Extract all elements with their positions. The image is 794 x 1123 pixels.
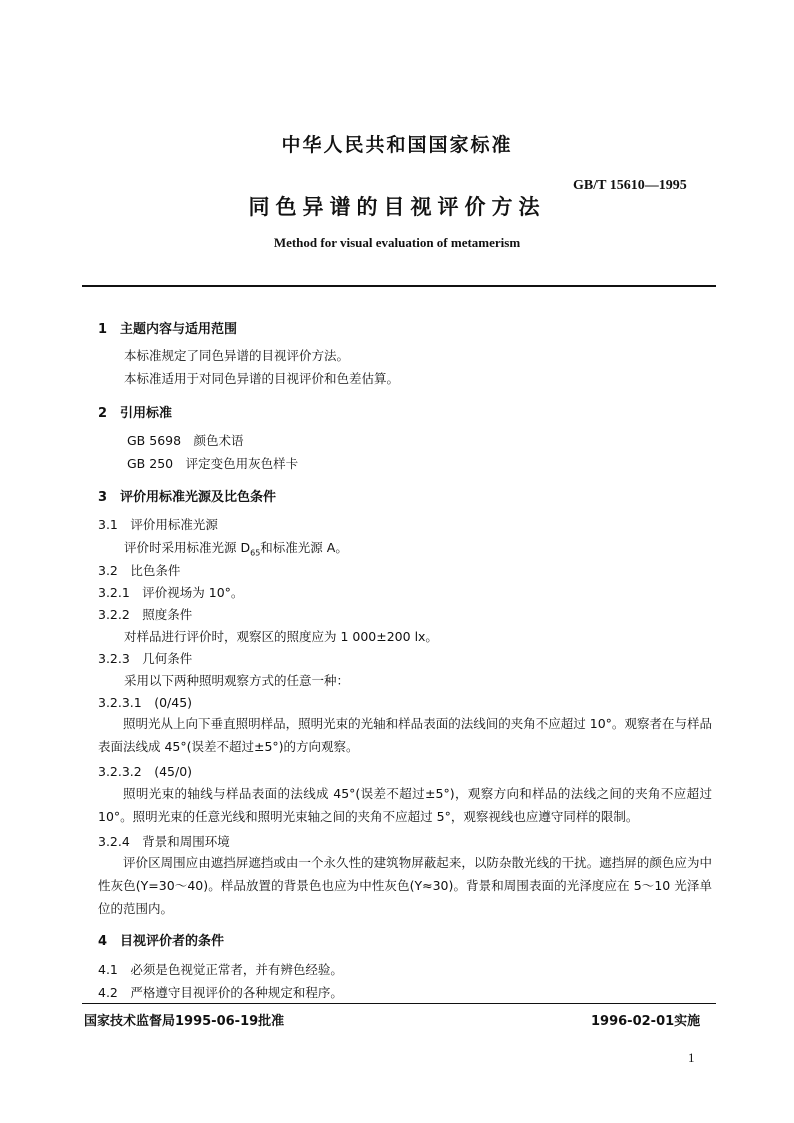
section-3-2-3-text: 采用以下两种照明观察方式的任意一种： bbox=[124, 673, 350, 688]
section-1-heading: 1 主题内容与适用范围 bbox=[98, 322, 238, 337]
page-number: 1 bbox=[688, 1050, 695, 1065]
section-1-paragraph-1: 本标准规定了同色异谱的目视评价方法。 bbox=[124, 348, 350, 363]
section-4-2: 4.2 严格遵守目视评价的各种规定和程序。 bbox=[98, 985, 343, 1000]
section-3-1-text bbox=[124, 538, 348, 558]
issuing-authority: 中华人民共和国国家标准 bbox=[281, 134, 513, 156]
footer-divider bbox=[82, 1003, 716, 1004]
section-3-2-3-1-heading: 3.2.3.1 (0/45) bbox=[98, 695, 193, 710]
section-4-heading: 4 目视评价者的条件 bbox=[98, 934, 225, 949]
section-3-1-heading: 3.1 评价用标准光源 bbox=[98, 517, 218, 532]
document-title: 同色异谱的目视评价方法 bbox=[248, 195, 546, 219]
header-divider bbox=[82, 285, 716, 287]
section-4-1: 4.1 必须是色视觉正常者，并有辨色经验。 bbox=[98, 962, 343, 977]
section-3-2-3-1-text: 照明光从上向下垂直照明样品，照明光束的光轴和样品表面的法线间的夹角不应超过 10°。观察者在与样品表面法线成 45°(误差不超过±5°)的方向观察。 bbox=[98, 716, 712, 754]
section-3-heading: 3 评价用标准光源及比色条件 bbox=[98, 490, 277, 505]
effective-date: 1996-02-01实施 bbox=[591, 1014, 701, 1029]
reference-gb250: GB 250 评定变色用灰色样卡 bbox=[127, 456, 299, 471]
section-3-1-text-b: 和标准光源 A。 bbox=[260, 540, 348, 555]
section-3-2-4-heading: 3.2.4 背景和周围环境 bbox=[98, 834, 230, 849]
section-3-2-3-2-text: 照明光束的轴线与样品表面的法线成 45°(误差不超过±5°)，观察方向和样品的法线之间的夹角不应超过 10°。照明光束的任意光线和照明光束轴之间的夹角不应超过 5°，观察视线也应遵守同样的限制。 bbox=[98, 786, 712, 824]
section-3-1-text-a: 评价时采用标准光源 D bbox=[124, 540, 251, 555]
section-3-2-2-heading: 3.2.2 照度条件 bbox=[98, 607, 193, 622]
illuminant-subscript: 65 bbox=[250, 548, 261, 558]
section-3-2-3-heading: 3.2.3 几何条件 bbox=[98, 651, 193, 666]
document-title-english: Method for visual evaluation of metamerism bbox=[273, 235, 521, 250]
section-3-2-3-2-heading: 3.2.3.2 (45/0) bbox=[98, 764, 193, 779]
approval-date: 国家技术监督局1995-06-19批准 bbox=[84, 1014, 285, 1029]
reference-gb5698: GB 5698 颜色术语 bbox=[127, 433, 244, 448]
section-3-2-heading: 3.2 比色条件 bbox=[98, 563, 181, 578]
section-3-2-1: 3.2.1 评价视场为 10°。 bbox=[98, 585, 244, 600]
section-2-heading: 2 引用标准 bbox=[98, 406, 173, 421]
section-3-2-2-text: 对样品进行评价时，观察区的照度应为 1 000±200 lx。 bbox=[124, 629, 438, 644]
section-3-2-4-text: 评价区周围应由遮挡屏遮挡或由一个永久性的建筑物屏蔽起来，以防杂散光线的干扰。遮挡屏的颜色应为中性灰色(Y=30～40)。样品放置的背景色也应为中性灰色(Y≈30)。背景和周围表面的光泽度应在 5～10 光泽单位的范围内。 bbox=[98, 855, 712, 916]
section-1-paragraph-2: 本标准适用于对同色异谱的目视评价和色差估算。 bbox=[124, 371, 400, 386]
standard-number: GB/T 15610—1995 bbox=[573, 178, 687, 193]
